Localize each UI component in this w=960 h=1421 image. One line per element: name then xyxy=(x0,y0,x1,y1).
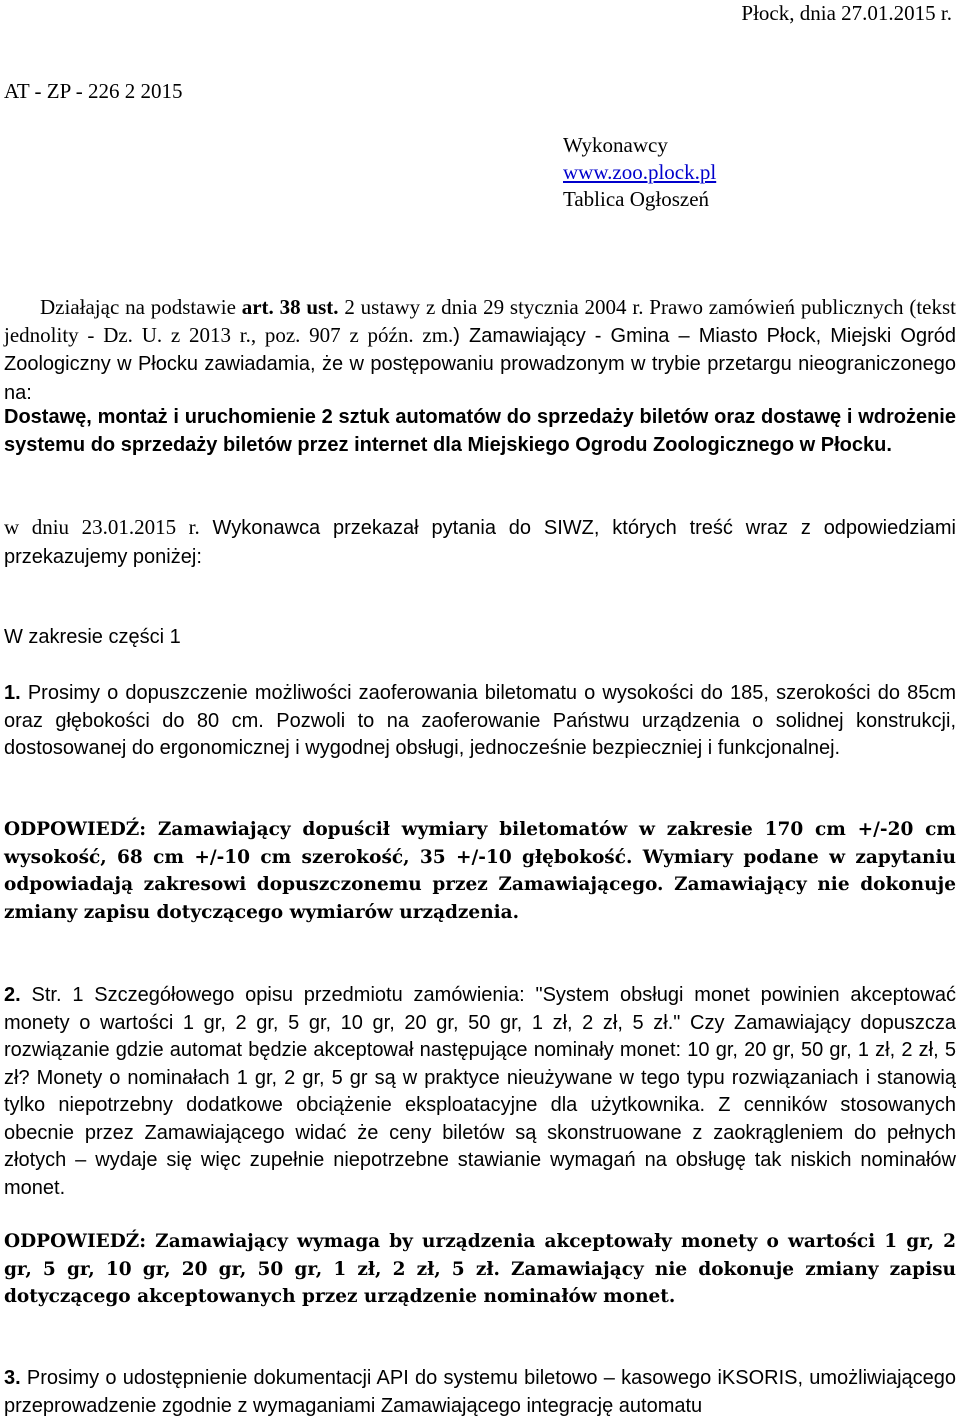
question-1 xyxy=(4,680,956,763)
scope-heading: W zakresie części 1 xyxy=(4,626,181,648)
question-3-text: Prosimy o udostępnienie dokumentacji API do systemu biletowo – kasowego iKSORIS, umożliwiającego przeprowadzenie zgodnie z wymaganiami Zamawiającego integrację automatu xyxy=(4,1367,956,1417)
question-2 xyxy=(4,982,956,1202)
intro-text-3: ) Zamawiający - Gmina – Miasto Płock, Miejski Ogród Zoologiczny w Płocku zawiadamia, że w postępowaniu prowadzonym w trybie przetargu nieograniczonego na: xyxy=(4,324,956,404)
recipient-contractors: Wykonawcy xyxy=(563,133,668,157)
intro-paragraph xyxy=(4,294,956,407)
notice-paragraph xyxy=(4,514,956,571)
intro-text-2: 2 ustawy z dnia 29 stycznia 2004 r. Prawo zamówień publicznych (tekst jednolity - Dz. U. z 2013 r., poz. 907 z późn. zm. xyxy=(4,295,956,347)
procurement-subject: Dostawę, montaż i uruchomienie 2 sztuk automatów do sprzedaży biletów oraz dostawę i wdrożenie systemu do sprzedaży biletów przez internet dla Miejskiego Ogrodu Zoologicznego w Płocku. xyxy=(4,406,956,456)
reference-number: AT - ZP - 226 2 2015 xyxy=(4,79,183,103)
intro-legal-basis: art. 38 ust. xyxy=(241,295,339,319)
question-1-text-b: Pozwoli to na zaoferowanie Państwu urządzenia o solidnej konstrukcji, dostosowanej do ergonomicznej i wygodnej obsługi, jednocześnie bezpieczniej i funkcjonalnej. xyxy=(4,709,957,759)
question-2-text-b: 1 Szczegółowego opisu przedmiotu zamówienia: "System obsługi monet powinien akceptować monety o wartości 1 gr, 2 gr, 5 gr, 10 gr, 20 gr, 50 gr, 1 zł, 2 zł, 5 zł." Czy Zamawiający dopuszcza rozwiązanie gdzie automat będzie akceptował następujące nominały monet: 10 gr, 20 gr, 50 gr, 1 zł, 2 zł, 5 zł? Monety o nominałach 1 gr, 2 gr, 5 gr są w praktyce nieużywane w tego typu rozwiązaniach i stanowią tylko niepotrzebny dodatkowe obciążenie eksploatacyjne dla użytkownika. Z cenników stosowanych obecnie przez Zamawiającego widać że ceny biletów są skonstruowane z zaokrągleniem do pełnych złotych – wydaje się więc zupełnie niepotrzebne stawianie wymagań na obsługę tak niskich nominałów monet. xyxy=(4,984,956,1199)
question-1-number: 1. xyxy=(4,682,21,704)
recipient-notice-board: Tablica Ogłoszeń xyxy=(563,187,710,211)
notice-date: w dniu 23.01.2015 r. xyxy=(4,515,200,539)
answer-2-label: ODPOWIEDŹ: xyxy=(4,1231,147,1252)
website-link[interactable]: www.zoo.plock.pl xyxy=(563,160,717,184)
question-2-text-a: Str. xyxy=(20,984,62,1006)
intro-text-1: Działając na podstawie xyxy=(40,295,242,319)
recipients-block xyxy=(563,132,716,213)
question-3-number: 3. xyxy=(4,1367,21,1389)
answer-1-text: Zamawiający dopuścił wymiary biletomatów w zakresie 170 cm +/-20 cm wysokość, 68 cm +/-10 cm szerokość, 35 +/-10 głębokość. Wymiary podane w zapytaniu odpowiadają zakresowi dopuszczonemu przez Zamawiającego. Zamawiający nie dokonuje zmiany zapisu dotyczącego wymiarów urządzenia. xyxy=(4,819,956,923)
document-date: Płock, dnia 27.01.2015 r. xyxy=(741,1,952,25)
question-3 xyxy=(4,1365,956,1420)
question-1-text-a: Prosimy o dopuszczenie możliwości zaoferowania biletomatu o wysokości do 185, szerokości do 85cm oraz głębokości do 80 cm. xyxy=(4,682,956,732)
answer-1-label: ODPOWIEDŹ: xyxy=(4,819,147,840)
question-2-number: 2. xyxy=(4,984,21,1006)
answer-1 xyxy=(4,816,956,926)
notice-text: Wykonawca przekazał pytania do SIWZ, których treść wraz z odpowiedziami przekazujemy poniżej: xyxy=(4,517,956,568)
answer-2 xyxy=(4,1228,956,1311)
answer-2-text: Zamawiający wymaga by urządzenia akceptowały monety o wartości 1 gr, 2 gr, 5 gr, 10 gr, 20 gr, 50 gr, 1 zł, 2 zł, 5 zł. Zamawiający nie dokonuje zmiany zapisu dotyczącego akceptowanych przez urządzenie nominałów monet. xyxy=(4,1231,956,1307)
